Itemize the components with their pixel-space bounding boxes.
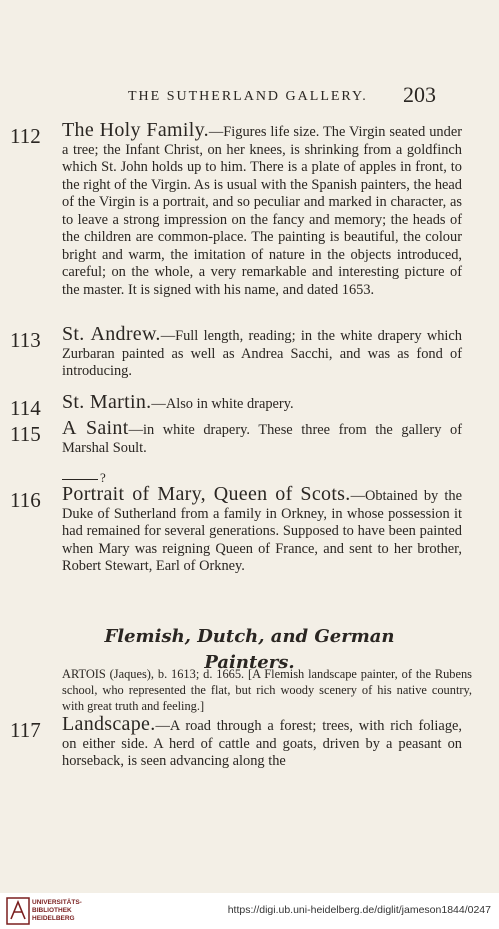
entry-description: —Also in white drapery. — [151, 396, 294, 412]
viewer-footer — [0, 893, 499, 929]
source-url-link[interactable]: https://digi.ub.uni-heidelberg.de/diglit/jameson1844/0247 — [227, 904, 491, 916]
entry-title: St. Martin. — [62, 391, 152, 413]
section-heading-line2: Painters. — [204, 652, 295, 673]
entry-description: —in white drapery. These three from the gallery of Marshal Soult. — [62, 422, 462, 456]
entry-number: 114 — [10, 396, 41, 420]
entry-title: St. Andrew. — [62, 323, 161, 345]
entry-text — [62, 713, 462, 771]
library-name — [32, 899, 82, 923]
entry-number: 116 — [10, 488, 41, 512]
page-number: 203 — [403, 82, 436, 107]
entry-title: The Holy Family. — [62, 119, 209, 141]
entry-description: —Figures life size. The Virgin seated under a tree; the Infant Christ, on her knees, is shrinking from a goldfinch which St. John holds up to him. There is a plate of apples in front, to the right of the Virgin. As is usual with the Spanish painters, the head of the Virgin is a portrait, and so peculiar and marked in character, as to leave a strong impression on the fancy and memory; the heads of the children are common-place. The painting is beautiful, the colour bright and warm, the imitation of nature in the objects introduced, careful; on the whole, a very remarkable and interesting picture of the master. It is signed with his name, and dated 1653. — [62, 124, 462, 298]
running-title: THE SUTHERLAND GALLERY. — [128, 89, 368, 104]
entry-description: —A road through a forest; trees, with rich foliage, on either side. A herd of cattle and goats, driven by a peasant on horseback, is seen advancing along the — [62, 718, 462, 769]
entry-description: —Full length, reading; in the white drapery which Zurbaran painted as well as Andrea Sacchi, and was as fond of introducing. — [62, 328, 462, 379]
entry-title: Portrait of Mary, Queen of Scots. — [62, 483, 351, 505]
entry-text — [62, 119, 462, 299]
rule-mark: ? — [100, 470, 106, 485]
entry-text — [62, 391, 462, 414]
entry-text — [62, 323, 462, 381]
running-head — [0, 82, 499, 108]
entry-description: —Obtained by the Duke of Sutherland from a family in Orkney, in whose possession it had remained for several generations. Supposed to have been painted when Mary was reigning Queen of France, and sent to her brother, Robert Stewart, Earl of Orkney. — [62, 488, 462, 574]
library-name-line: HEIDELBERG — [32, 915, 75, 922]
entry-title: Landscape. — [62, 713, 156, 735]
entry-title: A Saint — [62, 417, 129, 439]
rule-dash — [62, 479, 98, 480]
entry-number: 113 — [10, 328, 41, 352]
entry-text — [62, 417, 462, 457]
entry-number: 115 — [10, 422, 41, 446]
entry-text — [62, 483, 462, 576]
library-name-line: BIBLIOTHEK — [32, 907, 72, 914]
section-heading-line1: Flemish, Dutch, and German — [104, 626, 395, 647]
entry-number: 112 — [10, 124, 41, 148]
entry-number: 117 — [10, 718, 41, 742]
library-logo-icon — [6, 897, 30, 925]
artist-note: ARTOIS (Jaques), b. 1613; d. 1665. [A Flemish landscape painter, of the Rubens school, who represented the flat, but rich woody scenery of his native country, with great truth and feeling.] — [62, 667, 472, 713]
library-name-line: UNIVERSITÄTS- — [32, 899, 82, 906]
